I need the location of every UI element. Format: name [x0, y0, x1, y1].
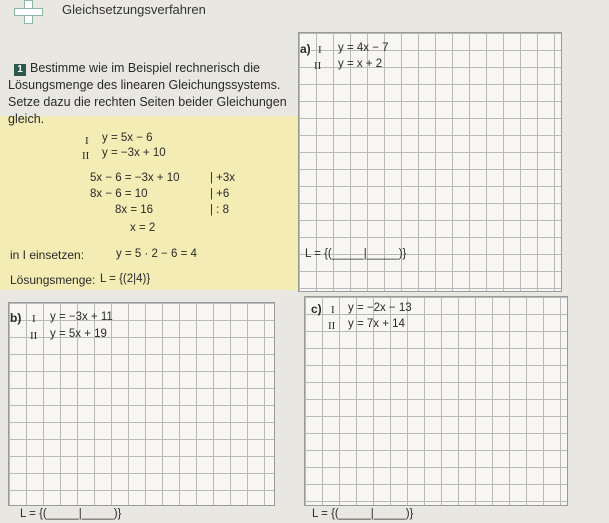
step-2-op: | +6 [210, 188, 230, 200]
part-c-eq2: y = 7x + 14 [348, 318, 405, 330]
part-a-answer[interactable]: L = {(_____|_____)} [305, 248, 407, 260]
part-b-eq1: y = −3x + 11 [50, 311, 113, 323]
part-b-eq2-label: II [30, 330, 38, 342]
task-text-line-3: Setze dazu die rechten Seiten beider Gleichungen [8, 95, 287, 109]
step-3-op: | : 8 [210, 204, 229, 216]
insert-label: in I einsetzen: [10, 248, 85, 262]
example-solution-set: L = {(2|4)} [100, 273, 151, 285]
step-4: x = 2 [130, 222, 156, 234]
part-a-eq1-label: I [318, 44, 322, 56]
part-a-label: a) [300, 42, 311, 56]
step-1: 5x − 6 = −3x + 10 [90, 172, 180, 184]
grid-part-c [304, 296, 568, 506]
page-title: Gleichsetzungsverfahren [62, 2, 206, 17]
solution-label: Lösungsmenge: [10, 273, 96, 287]
part-a-eq2-label: II [314, 60, 322, 72]
task-number-badge: 1 [14, 64, 26, 76]
step-2: 8x − 6 = 10 [90, 188, 148, 200]
step-3: 8x = 16 [115, 204, 154, 216]
task-text-line-4: gleich. [8, 112, 45, 126]
part-c-eq1-label: I [331, 304, 335, 316]
plus-icon [14, 0, 42, 22]
part-b-eq2: y = 5x + 19 [50, 328, 107, 340]
example-eq1-label: I [85, 135, 89, 147]
part-a-eq1: y = 4x − 7 [338, 42, 389, 54]
task-text-line-1: Bestimme wie im Beispiel rechnerisch die [30, 61, 260, 75]
part-b-label: b) [10, 311, 22, 325]
insert-expression: y = 5 · 2 − 6 = 4 [116, 248, 197, 260]
part-c-eq1: y = −2x − 13 [348, 302, 412, 314]
task-text-line-2: Lösungsmenge des linearen Gleichungssystems. [8, 78, 281, 92]
example-eq2-label: II [82, 150, 90, 162]
example-eq1: y = 5x − 6 [102, 132, 153, 144]
part-a-eq2: y = x + 2 [338, 58, 383, 70]
part-c-eq2-label: II [328, 320, 336, 332]
part-c-label: c) [311, 302, 322, 316]
part-c-answer[interactable]: L = {(_____|_____)} [312, 508, 414, 520]
part-b-eq1-label: I [32, 313, 36, 325]
example-eq2: y = −3x + 10 [102, 147, 166, 159]
part-b-answer[interactable]: L = {(_____|_____)} [20, 508, 122, 520]
step-1-op: | +3x [210, 172, 236, 184]
grid-part-b [8, 302, 275, 506]
